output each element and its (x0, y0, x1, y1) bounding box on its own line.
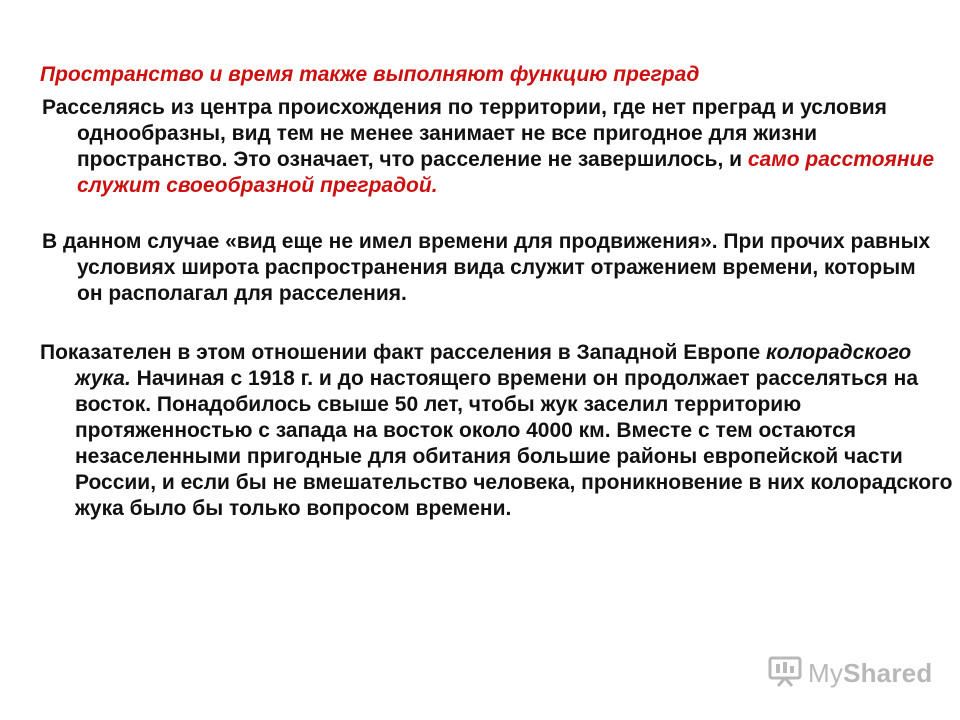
slide-title: Пространство и время также выполняют функцию преград (40, 63, 700, 86)
paragraph-1-emphasis: само расстояние служит своеобразной преградой. (77, 148, 935, 197)
paragraph-3-text-after: Начиная с 1918 г. и до настоящего времени он продолжает расселяться на восток. Понадобилось свыше 50 лет, чтобы жук заселил территорию протяженностью с запада на восток около 4000 км. Вместе с тем остаются незаселенными пригодные для обитания большие районы европейской части России, и если бы не вмешательство человека, проникновение в них колорадского жука было бы только вопросом времени. (75, 367, 953, 520)
paragraph-2: В данном случае «вид еще не имел времени для продвижения». При прочих равных условиях широта распространения вида служит отражением времени, которым он располагал для расселения. (42, 230, 931, 305)
paragraph-1 (42, 95, 937, 199)
paragraph-3 (40, 340, 955, 522)
myshared-watermark (768, 655, 932, 691)
paragraph-3-italic: колорадского жука. (75, 341, 912, 390)
watermark-text-my: My (808, 657, 844, 688)
presentation-screen-icon (768, 655, 802, 692)
paragraph-3-text-before: Показателен в этом отношении факт расселения в Западной Европе (40, 341, 766, 364)
watermark-text (808, 658, 932, 689)
watermark-text-shared: Shared (843, 657, 933, 688)
paragraph-1-text: Расселяясь из центра происхождения по территории, где нет преград и условия однообразны, вид тем не менее занимает не все пригодное для жизни пространство. Это означает, что расселение не завершилось, и (42, 96, 887, 171)
